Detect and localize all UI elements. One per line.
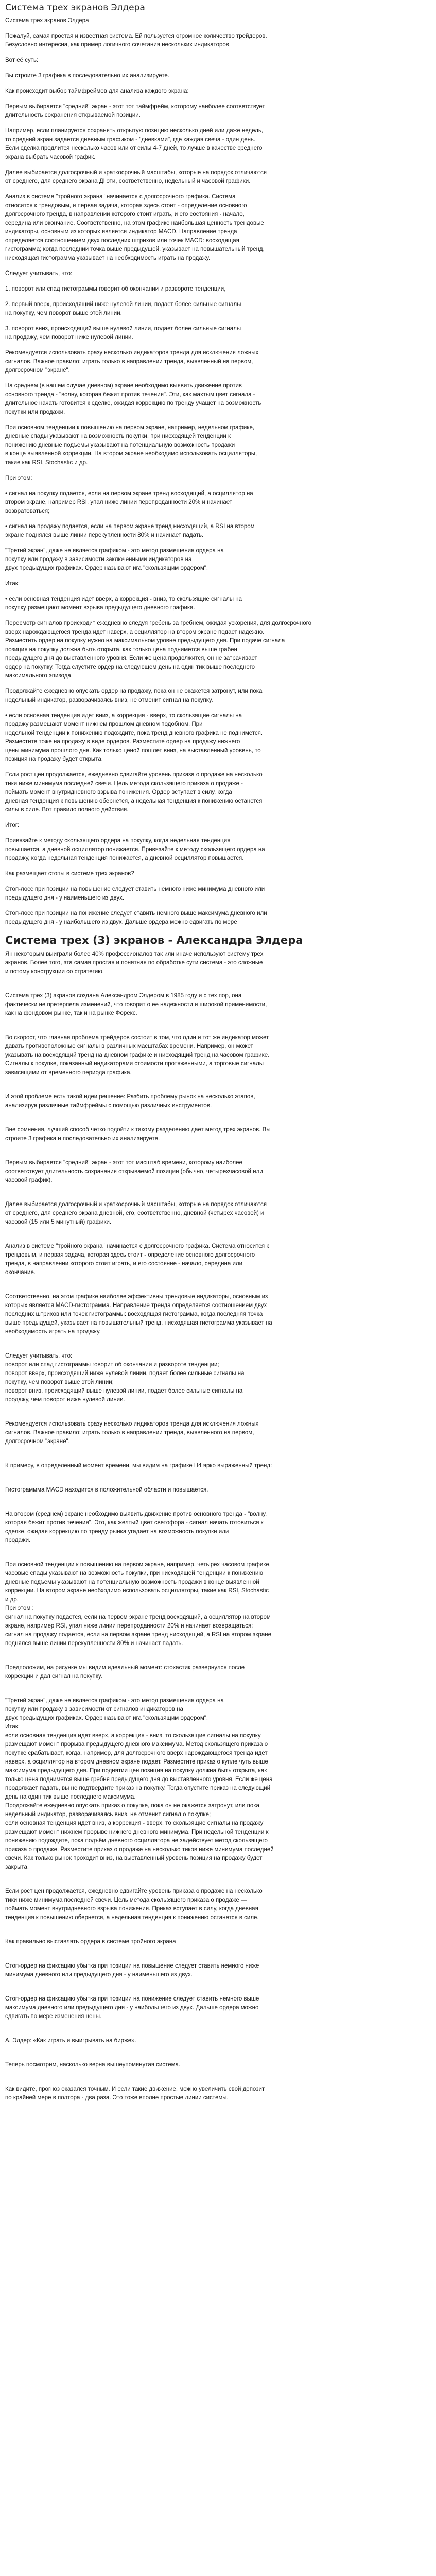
paragraph: Анализ в системе "тройного экрана" начинается с долгосрочного графика. Система относится к трендовым, и первая задача, которая здесь стоит - определение основного долгосрочного тренда, в направлении которого стоит играть, и его состояния - начало, середина или окончание. Соответственно, на этом графике наибольшая ценность трендовые индикаторы, основным из которых является индикатор MACD. Направление тренда определяется соотношением двух последних штрихов или точек MACD: восходящая гистограмма; когда последний точка выше предыдущей, указывает на повышательный тренд, нисходящая гистограмма указывает на необходимость играть на продажу. [5,194,265,261]
paragraph: При этом: [5,475,32,481]
paragraph: Предположим, на рисунке мы видим идеальный момент: стохастик развернулся после коррекции и дал сигнал на покупку. [5,1665,245,1680]
paragraph: Итак: [5,581,20,587]
paragraph: А. Элдер: «Как играть и выигрывать на бирже». [5,2038,136,2044]
paragraph: Гистограммма MACD находится в положительной области и повышается. [5,1487,208,1493]
paragraph: • если основная тенденция идет вниз, а коррекция - вверх, то скользящие сигналы на продажу размещают момент нижнем прошлом дневном подобном. При недельной тенденции к понижению подождите, пока тренд дневного графика не поднимется. Разместите тоже на продажу в виде ордеров. Разместите ордер на продажу нижнего цены минимума прошлого дня. Как только ценой пошлет вниз, на выставленный уровень, то позиция на продажу будет открыта. [5,713,263,762]
paragraph: Во скорост, что главная проблема трейдеров состоит в том, что один и тот же индикатор может давать противоположные сигналы в различных масштабах времени. Например, он может указывать на восходящий тренд на дневном графике и нисходящий тренд на часовом графике. Сигналы к покупке, показанный индикаторами стоимости протяженными, а торговые сигналы зависящими от временного периода графика. [5,1035,270,1076]
paragraph: Система трех (3) экранов создана Александром Элдером в 1985 году и с тех пор, она фактически не претерпела изменений, что говорит о ее надежности и широкой применимости, как на фондовом рынке, так и на рынке Форекс. [5,993,267,1016]
paragraph: Как происходит выбор таймфреймов для анализа каждого экрана: [5,88,189,94]
paragraph: • сигнал на покупку подается, если на первом экране тренд восходящий, а осциллятор на втором экране, например RSI, упал ниже линии перепроданности 20% и начинает возвратоваться; [5,490,253,514]
section-title: Система трех (3) экранов - Александра Элдера [5,934,303,946]
paragraph: При основной тенденции к повышению на первом экране, например, четырех часовом графике, часовые спады указывают на возможность покупки, при нисходящей тенденции к понижению дневные подъемы указывают на потенциальную возможность продажи в конце выявленной коррекции. На втором экране необходимо использовать осцилляторы, такие как RSI, Stochastic и др. При этом : сигнал на покупку подается, если на первом экране тренд восходящий, а осциллятор на втором экране, например RSI, упал ниже линии перепроданности 20% и начинает возвращаться; сигнал на продажу подается, если на первом экране тренд нисходящий, а RSI на втором экране поднялся выше линии перекупленности 80% и начинает падать. [5,1562,272,1647]
paragraph: К примеру, в определенный момент времени, мы видим на графике Н4 ярко выраженный тренд: [5,1463,272,1469]
paragraph: Пожалуй, самая простая и известная система. Ей пользуется огромное количество трейдеров. Безусловно интересна, как пример логичного сочетания нескольких индикаторов. [5,33,267,48]
paragraph: Итог: [5,822,20,828]
paragraph: Вы строите 3 графика в последовательно их анализируете. [5,73,169,79]
paragraph: Система трех экранов Элдера [5,18,89,24]
paragraph: 3. поворот вниз, происходящий выше нулевой линии, подает более сильные сигналы на продажу, чем поворот ниже нулевой линии. [5,326,241,341]
paragraph: На втором (среднем) экране необходимо выявить движение против основного тренда - "волну, которая бежит против течения". Это, как желтый цвет светофора - сигнал начать готовиться к сделке, ожидая коррекцию по тренду рынка угадает на возможность покупки или продажи. [5,1511,267,1544]
paragraph: Первым выбирается "средний" экран - этот тот масштаб времени, которому наиболее соответствует длительность сохранения открываемой позиции (обычно, четырехчасовой или часовой график). [5,1160,263,1183]
body-section [5,950,431,2103]
paragraph: "Третий экран", даже не является графиком - это метод размещения ордера на покупку или продажу в зависимости от сигналов индикаторов на двух предыдущих графиках. Ордер называют ига "скользящим ордером". Итак: если основная тенденция идет вверх, а коррекция - вниз, то скользящие сигналы на покупку размещают момент прорыва предыдущего дневного максимума. Метод скользящего приказа о покупке срабатывает, когда, например, для долгосрочного вверх нарождающегося тренда идет наверх, а осциллятор на втором дневном экране подает. Разместите приказ о купле чуть выше максимума предыдущего дня. При поднятии цен позиция на покупку должна быть открыта, как только цена поднимется выше гребня предыдущего дня до выставленного уровня. Если же цена продолжает падать, вы не подтвердите приказ на покупку. Тогда опустите приказ на следующий день на один тик выше последнего максимума. Продолжайте ежедневно опускать приказ о покупке, пока он не окажется затронут, или пока недельный индикатор, разворачиваясь вниз, не отменит сигнал о покупке; если основная тенденция идет вниз, а коррекция - вверх, то скользящие сигналы на продажу размещают момент нижнем прорыве нижнего дневного минимума. При недельной тенденции к понижению подождите, пока подъём дневного осциллятора не задействует метод скользящего приказа о продаже. Разместите приказ о продаже на несколько тиков ниже минимума последней свечи. Как только рынок проходит вниз, на выставленный уровень позиция на продажу будет закрыта. [5,1698,274,1870]
paragraph: Продолжайте ежедневно опускать ордер на продажу, пока он не окажется затронут, или пока недельный индикатор, разворачиваясь вниз, не отменит сигнал на покупку. [5,688,263,703]
paragraph: Рекомендуется использовать сразу несколько индикаторов тренда для исключения ложных сигналов. Важное правило: играть только в направлении тренда, выявленный на первом, долгосрочном "экране". [5,350,259,374]
paragraph: Следует учитывать, что: [5,270,73,277]
paragraph: Далее выбирается долгосрочный и краткосрочный масштабы, которые на порядок отличаются от среднего, для среднего экрана ДI эти, соответственно, недельный и часовой графики. [5,170,267,184]
paragraph: Стоп-ордер на фиксацию убытка при позиции на повышение следует ставить немного ниже минимума дневного или предыдущего дня - у наименьшего из двух. [5,1963,259,1978]
paragraph: Вот её суть: [5,57,39,63]
paragraph: При основном тенденции к повышению на первом экране, например, недельном графике, дневные спады указывают на возможность покупки, при нисходящей тенденции к понижению дневные подъемы указывают на потенциальную возможность продажи в конце выявленной коррекции. На втором экране необходимо использовать осцилляторы, такие как RSI, Stochastic и др. [5,425,257,466]
paragraph: Вне сомнения, лучший способ четко подойти к такому разделению дает метод трех экранов. Вы строите 3 графика и последовательно их анализируете. [5,1127,271,1142]
paragraph: Если рост цен продолжается, ежедневно сдвигайте уровень приказа о продаже на несколько тики ниже минимума последней свечи. Цель метода скользящего приказа о продаже - поймать момент внутридневного взрыва понижения. Ордер вступает в силу, когда дневная тенденция к повышению обернется, а недельная тенденция к понижению останется силы в силе. Вот правило полного действия. [5,772,263,813]
paragraph: Как правильно выставлять ордера в системе тройного экрана [5,1939,176,1945]
paragraph: Анализ в системе "тройного экрана" начинается с долгосрочного графика. Система относится к трендовым, и первая задача, которая здесь стоит - определение основного долгосрочного тренда, в направлении которого стоит играть, и его состояние - начало, середина или окончание. [5,1243,269,1276]
paragraph: Стоп-лосс при позиции на понижение следует ставить немного выше максимума дневного или предыдущего дня - у наибольшего из двух. Дальше ордера можно сдвигать по мере [5,910,267,925]
document-title: Система трех экранов Элдера [5,3,145,13]
paragraph: 1. поворот или спад гистограммы говорит об окончании и развороте тенденции, [5,286,226,292]
paragraph: Ян некоторым выиграли более 40% профессионалов так или иначе используют систему трех экранов. Более того, эта самая простая и понятная по обработке сути система - это сложные и потому конструкции со стратегию. [5,951,264,975]
paragraph: Привязайте к методу скользящего ордера на покупку, когда недельная тенденция повышается, а дневной осциллятор понижается. Привязайте к методу скользящего ордера на продажу, когда недельная тенденция понижается, а дневной осциллятор повышается. [5,838,265,861]
paragraph: Пересмотр сигналов происходит ежедневно следуя гребень за гребнем, ожидая ускорения, для долгосрочного вверх нарождающегося тренда идет наверх, а осциллятор на втором экране подает надежно. Разместить ордер на покупку нужно на максимальном уровне предыдущего дня. При подаче сигнала позиция на покупку должна быть открыта, как только цена поднимется выше грабен предыдущего дня до выставленного уровня. Если же цена продолжится, он не затрачивает ордер на покупку. Тогда слустите ордер на следующем день на один тик выше последнего максимального эпизода. [5,620,312,679]
paragraph: Стоп-ордер на фиксацию убытка при позиции на понижение следует ставить немного выше максимума дневного или предыдущего дня - у наибольшего из двух. Дальше ордера можно сдвигать по мере изменения цены. [5,1996,259,2020]
paragraph: Теперь посмотрим, насколько верна вышеупомянутая система. [5,2062,181,2068]
paragraph: Например, если планируется сохранять открытую позицию несколько дней или даже недель, то средний экран задается дневным графиком - "дневками", где каждая свеча - один день. Если сделка продлится несколько часов или от силы 4-7 дней, то лучше в качестве среднего экрана выбрать часовой график. [5,128,264,160]
paragraph: 2. первый вверх, происходящий ниже нулевой линии, подает более сильные сигналы на покупку, чем поворот выше этой линии. [5,301,241,316]
paragraph: • сигнал на продажу подается, если на первом экране тренд нисходящий, а RSI на втором экране поднялся выше линии перекупленности 80% и начинает падать. [5,523,255,538]
paragraph: • если основная тенденция идет вверх, а коррекция - вниз, то скользящие сигналы на покупку размещают момент взрыва предыдущего дневного графика. [5,596,242,611]
paragraph: Первым выбирается "средний" экран - этот тот таймфрейм, которому наиболее соответствует длительность сохранения открываемой позиции. [5,104,265,118]
paragraph: Соответственно, на этом графике наиболее эффективны трендовые индикаторы, основным из которых является MACD-гистограмма. Направление тренда определяется соотношением двух последних штрихов или точек гистограммы: восходящая гистограмма, когда последняя точка выше предыдущей, указывает на повышательный тренд, нисходящая гистограмма указывает на необходимость играть на продажу. [5,1294,272,1335]
paragraph: Стоп-лосс при позиции на повышение следует ставить немного ниже минимума дневного или предыдущего дня - у наименьшего из двух. [5,886,265,901]
paragraph: На среднем (в нашем случае дневном) экране необходимо выявить движение против основного тренда - "волну, которая бежит против течения". Эти, как махтым цвет сигнала - длительное начать готовится к сделке, ожидая коррекцию по тренду учащет на возможность покупки или продажи. [5,383,261,415]
paragraph: Рекомендуется использовать сразу несколько индикаторов тренда для исключения ложных сигналов. Важное правило: играть только в направлении тренда, выявленного на первом, долгосрочном "экране". [5,1421,259,1445]
paragraph: Далее выбирается долгосрочный и краткосрочный масштабы, которые на порядок отличаются от среднего, для среднего экрана дневной, его, соответственно, дневной (четырех часовой) и часовой (15 или 5 минутный) графики. [5,1201,267,1225]
paragraph: И этой проблеме есть такой идеи решение: Разбить проблему рынок на несколько этапов, анализируя различные таймфреймы с помощью различных инструментов. [5,1094,255,1109]
paragraph: Как видите, прогноз оказался точным. И если такие движение, можно увеличить свой депозит по крайней мере в полтора - два раза. Это тоже вполне простые линии системы. [5,2086,265,2101]
paragraph: Следует учитывать, что: поворот или спад гистограммы говорит об окончании и развороте тенденции; поворот вверх, происходящий ниже нулевой линии, подает более сильные сигналы на покупку, чем поворот выше этой линии; поворот вниз, происходящий выше нулевой линии, подает более сильные сигналы на продажу, чем поворот ниже нулевой линии. [5,1353,245,1403]
paragraph: Если рост цен продолжается, ежедневно сдвигайте уровень приказа о продаже на несколько тики ниже минимума последней свечи. Цель метода скользящего приказа о продаже — поймать момент внутридневного взрыва понижения. Приказ вступает в силу, когда дневная тенденция к повышению обернется, а недельная тенденция к понижению останется в силе. [5,1888,263,1921]
paragraph: "Третий экран", даже не является графиком - это метод размещения ордера на покупку или продажу в зависимости заключенными индикаторов на двух предыдущих графиках. Ордер называют ига "скользящим ордером". [5,548,224,571]
intro-section [5,16,431,927]
paragraph: Как размещает стопы в системе трех экранов? [5,871,134,877]
